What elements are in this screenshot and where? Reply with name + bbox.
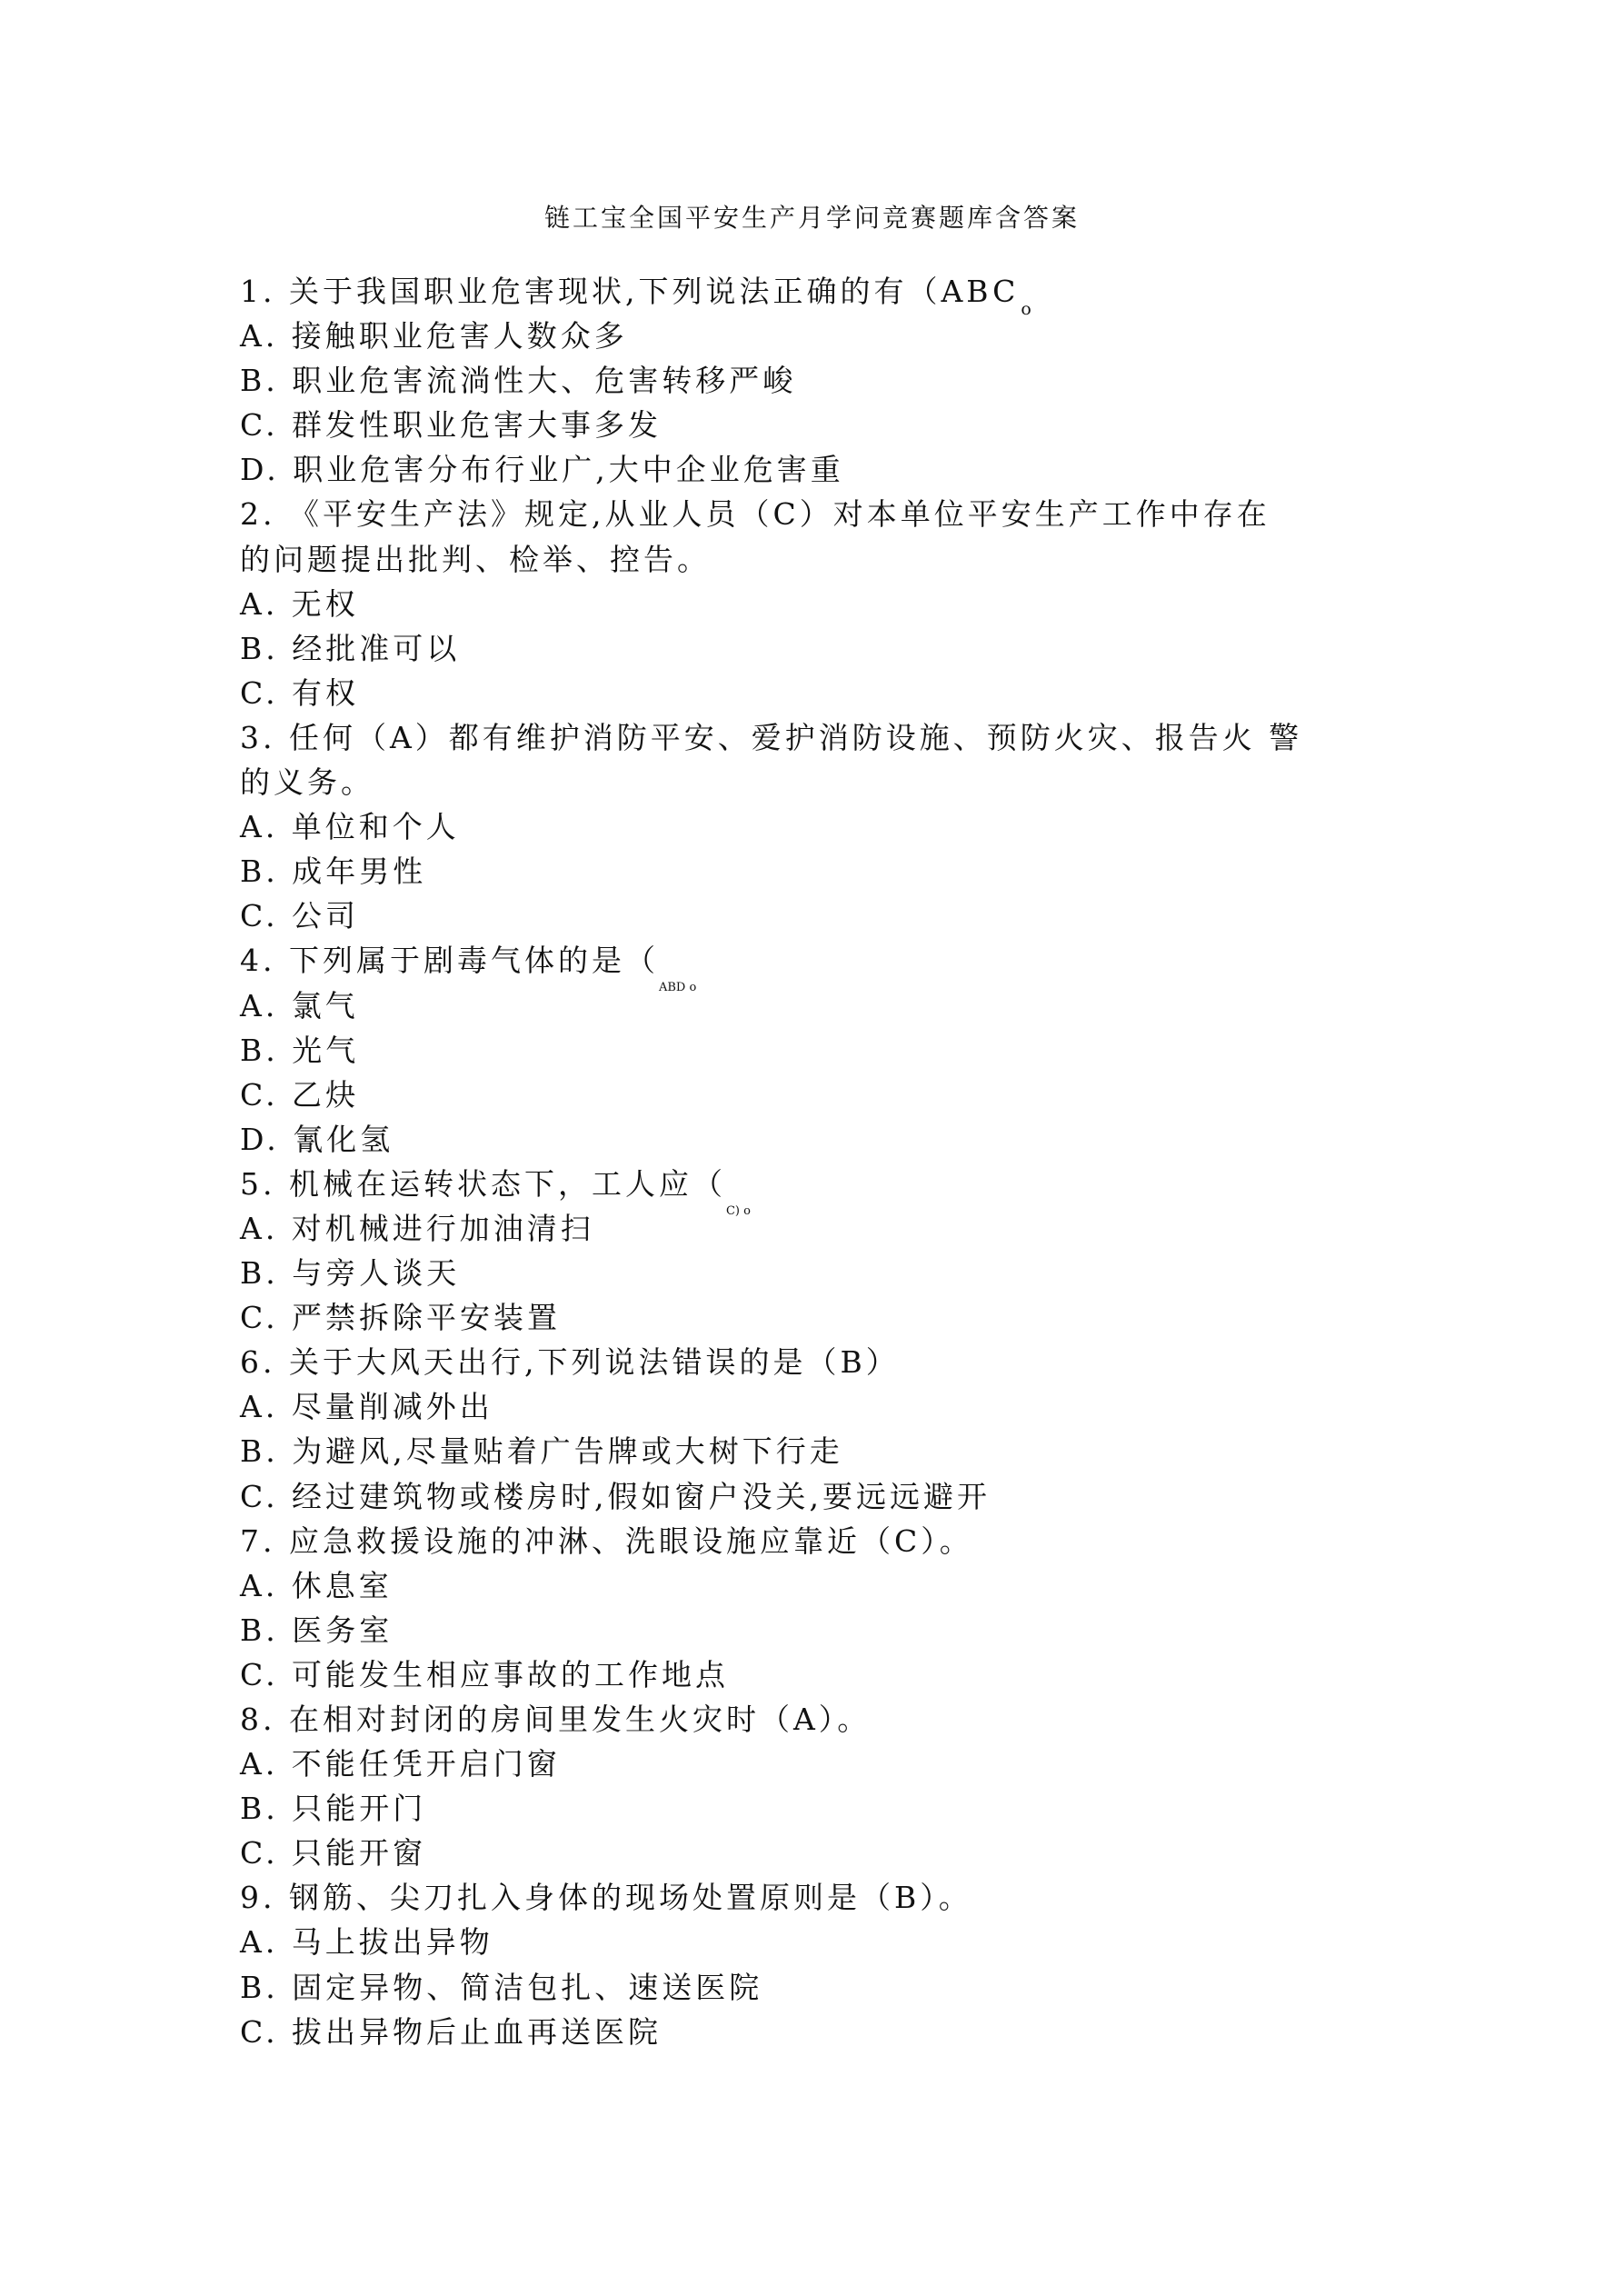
option-line xyxy=(240,1251,1276,1295)
line-text: D. 氰化氢 xyxy=(240,1121,394,1157)
answer-mark: ABD o xyxy=(658,981,697,995)
line-text: A. 接触职业危害人数众多 xyxy=(240,318,628,354)
line-text: A. 不能任凭开启门窗 xyxy=(240,1746,561,1782)
option-line xyxy=(240,447,1276,492)
option-line xyxy=(240,1203,1276,1251)
question-line xyxy=(240,1697,1276,1742)
line-text: C. 拔出异物后止血再送医院 xyxy=(240,2013,663,2050)
line-text: C. 经过建筑物或楼房时,假如窗户没关,要远远避开 xyxy=(240,1478,991,1514)
line-text: 4. 下列属于剧毒气体的是（ xyxy=(240,943,659,979)
line-text: C. 公司 xyxy=(240,898,360,934)
line-text: B. 光气 xyxy=(240,1032,360,1068)
line-text: 9. 钢筋、尖刀扎入身体的现场处置原则是（B）。 xyxy=(240,1880,972,1916)
option-line xyxy=(240,1117,1276,1162)
question-line xyxy=(240,269,1276,319)
line-text: 的问题提出批判、检举、控告。 xyxy=(240,541,711,577)
line-text: A. 马上拔出异物 xyxy=(240,1924,493,1961)
option-line xyxy=(240,1563,1276,1608)
line-text: A. 无权 xyxy=(240,585,359,622)
option-line xyxy=(240,1742,1276,1786)
option-line xyxy=(240,1965,1276,2010)
question-line xyxy=(240,1875,1276,1920)
line-text: A. 氯气 xyxy=(240,987,359,1023)
option-line xyxy=(240,893,1276,938)
line-text: C. 可能发生相应事故的工作地点 xyxy=(240,1656,730,1692)
text-line xyxy=(240,760,1276,804)
option-line xyxy=(240,1295,1276,1340)
answer-mark: o xyxy=(1021,299,1031,319)
option-line xyxy=(240,1652,1276,1697)
option-line xyxy=(240,582,1276,626)
line-text: 5. 机械在运转状态下，工人应（ xyxy=(240,1165,726,1202)
question-line xyxy=(240,492,1276,536)
line-text: B. 职业危害流淌性大、危害转移严峻 xyxy=(240,363,797,399)
text-line xyxy=(240,537,1276,582)
option-line xyxy=(240,1028,1276,1073)
document-title: 链工宝全国平安生产月学问竞赛题库含答案 xyxy=(543,203,1080,233)
line-text: B. 为避风,尽量贴着广告牌或大树下行走 xyxy=(240,1433,843,1470)
line-text: B. 医务室 xyxy=(240,1612,394,1648)
option-line xyxy=(240,403,1276,447)
line-text: 6. 关于大风天出行,下列说法错误的是（B） xyxy=(240,1344,900,1381)
option-line xyxy=(240,804,1276,849)
line-text: C. 乙炔 xyxy=(240,1076,360,1113)
line-text: B. 与旁人谈天 xyxy=(240,1255,461,1292)
question-line xyxy=(240,1519,1276,1563)
option-line xyxy=(240,626,1276,671)
line-text: 3. 任何（A）都有维护消防平安、爱护消防设施、预防火灾、报告火 警 xyxy=(240,719,1303,755)
option-line xyxy=(240,849,1276,893)
option-line xyxy=(240,314,1276,358)
question-line xyxy=(240,938,1276,995)
line-text: 8. 在相对封闭的房间里发生火灾时（A）。 xyxy=(240,1702,872,1737)
question-line xyxy=(240,1340,1276,1384)
line-text: B. 经批准可以 xyxy=(240,630,461,666)
line-text: 的义务。 xyxy=(240,764,374,801)
line-text: B. 固定异物、简洁包扎、速送医院 xyxy=(240,1969,763,2005)
option-line xyxy=(240,1073,1276,1117)
line-text: C. 只能开窗 xyxy=(240,1835,427,1872)
line-text: C. 有权 xyxy=(240,674,360,711)
line-text: 7. 应急救援设施的冲淋、洗眼设施应靠近（C）。 xyxy=(240,1522,973,1559)
question-line xyxy=(240,715,1303,760)
line-text: A. 休息室 xyxy=(240,1567,393,1603)
line-text: D. 职业危害分布行业广,大中企业危害重 xyxy=(240,452,844,488)
line-text: C. 群发性职业危害大事多发 xyxy=(240,407,663,444)
line-text: B. 成年男性 xyxy=(240,854,427,890)
question-list xyxy=(240,269,1303,2054)
line-text: A. 对机械进行加油清扫 xyxy=(240,1210,594,1246)
option-line xyxy=(240,1474,1276,1519)
option-line xyxy=(240,983,1276,1028)
option-line xyxy=(240,358,1276,403)
line-text: C. 严禁拆除平安装置 xyxy=(240,1300,562,1336)
option-line xyxy=(240,1920,1276,1964)
option-line xyxy=(240,1786,1276,1831)
line-text: 1. 关于我国职业危害现状,下列说法正确的有（ABC xyxy=(240,274,1020,309)
option-line xyxy=(240,671,1276,715)
option-line xyxy=(240,1429,1276,1473)
line-text: B. 只能开门 xyxy=(240,1791,427,1827)
line-text: A. 尽量削减外出 xyxy=(240,1389,493,1425)
question-line xyxy=(240,1162,1276,1218)
line-text: A. 单位和个人 xyxy=(240,809,460,845)
option-line xyxy=(240,1608,1276,1652)
option-line xyxy=(240,1831,1276,1875)
answer-mark: C) o xyxy=(725,1203,751,1218)
option-line xyxy=(240,2010,1276,2054)
option-line xyxy=(240,1384,1276,1429)
line-text: 2. 《平安生产法》规定,从业人员（C）对本单位平安生产工作中存在 xyxy=(240,496,1270,533)
